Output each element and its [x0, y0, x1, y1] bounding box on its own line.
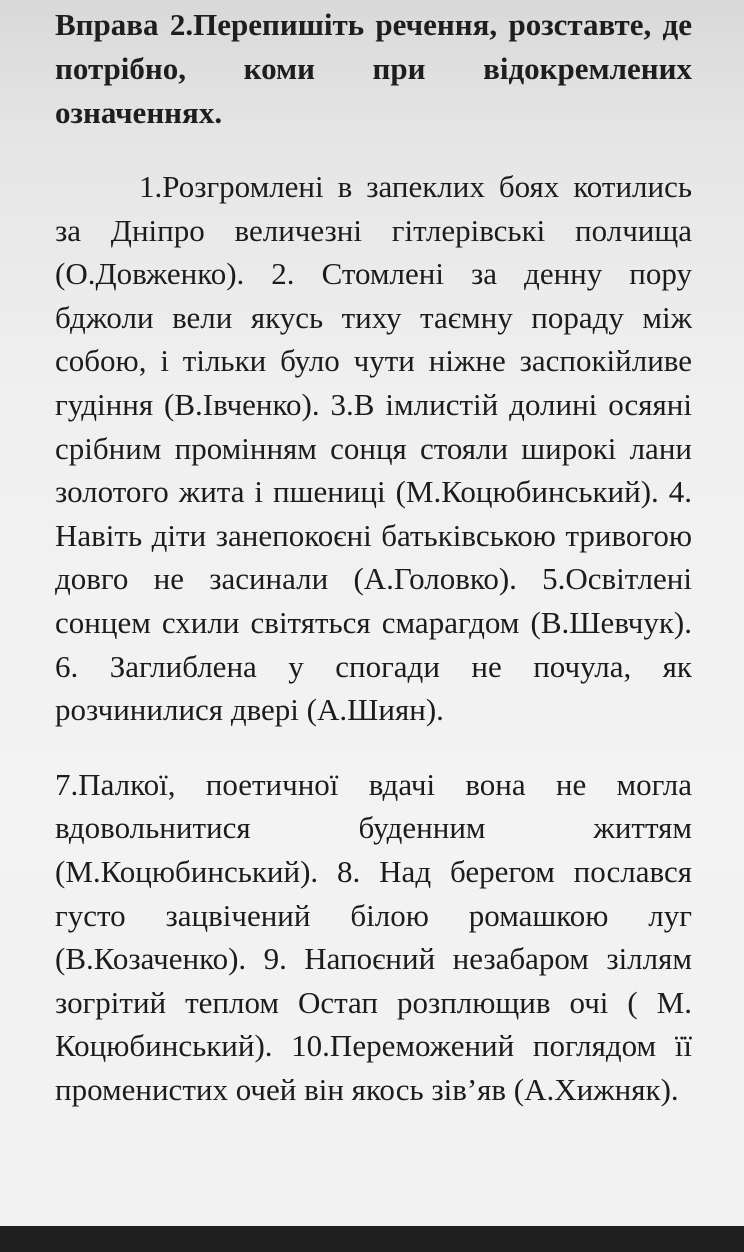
exercise-paragraph-2: 7.Палкої, поетичної вдачі вона не могла вдовольнитися буденним життям (М.Коцюбинський). 8. Над берегом послався густо зацвічений білою ромашкою луг (В.Козаченко). 9. Напоєний незабаром зіллям зогрітий теплом Остап розплющив очі ( М. Коцюбинський). 10.Переможений поглядом її променистих очей він якось зів’яв (А.Хижняк). [55, 766, 692, 1107]
bottom-dark-bar [0, 1226, 744, 1252]
exercise-paragraph-1: 1.Розгромлені в запеклих боях котились за Дніпро величезні гітлерівські полчища (О.Довженко). 2. Стомлені за денну пору бджоли вели якусь тиху таємну пораду між собою, і тільки було чути ніжне заспокійливе гудіння (В.Івченко). 3.В імлистій долині осяяні срібним промінням сонця стояли широкі лани золотого жита і пшениці (М.Коцюбинський). 4. Навіть діти занепокоєні батьківською тривогою довго не засинали (А.Головко). 5.Освітлені сонцем схили світяться смарагдом (В.Шевчук). 6. Заглиблена у спогади не почула, як розчинилися двері (А.Шиян). [55, 169, 692, 728]
exercise-title: Вправа 2.Перепишіть речення, розставте, де потрібно, коми при відокремлених означеннях. [55, 7, 692, 130]
